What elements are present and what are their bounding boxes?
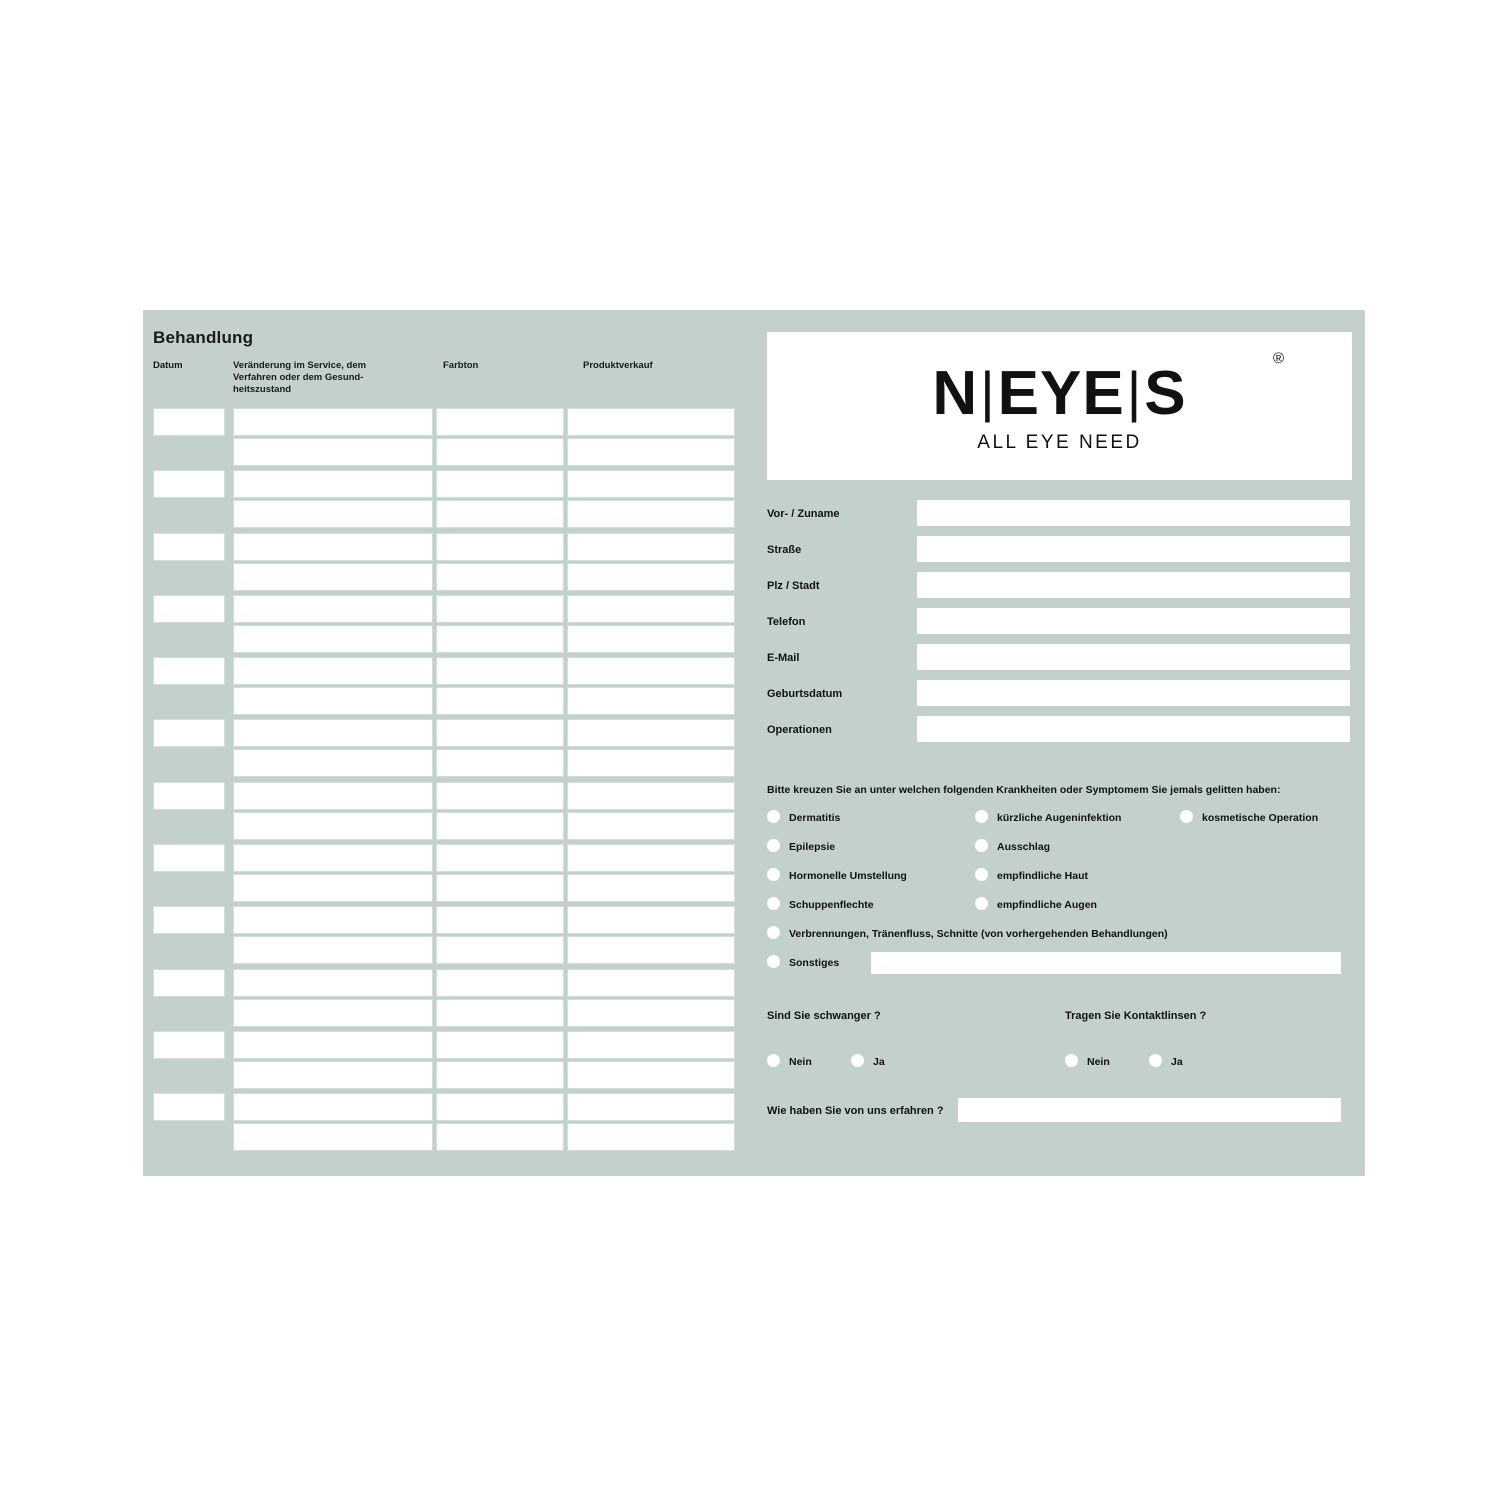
cell-veraenderung[interactable] <box>233 906 433 934</box>
cell-datum[interactable] <box>153 408 225 436</box>
column-header-produktverkauf: Produktverkauf <box>583 360 653 371</box>
brand-logo <box>767 332 1352 480</box>
cell-farbton[interactable] <box>436 563 564 591</box>
cell-farbton[interactable] <box>436 936 564 964</box>
cell-farbton[interactable] <box>436 408 564 436</box>
symptom-option-other[interactable] <box>767 955 839 969</box>
cell-veraenderung[interactable] <box>233 844 433 872</box>
symptom-label: Sonstiges <box>789 957 840 969</box>
cell-farbton[interactable] <box>436 657 564 685</box>
logo-divider-1: | <box>980 360 996 423</box>
cell-datum[interactable] <box>153 1031 225 1059</box>
column-header-datum: Datum <box>153 360 183 371</box>
table-row <box>153 1029 735 1091</box>
field-label: Plz / Stadt <box>767 580 820 592</box>
cell-produktverkauf[interactable] <box>567 719 735 747</box>
question-option[interactable] <box>1149 1054 1183 1068</box>
client-record-card <box>143 310 1365 1176</box>
cell-produktverkauf[interactable] <box>567 625 735 653</box>
cell-produktverkauf[interactable] <box>567 533 735 561</box>
logo-letters-eye: EYE <box>997 359 1125 428</box>
cell-veraenderung[interactable] <box>233 438 433 466</box>
cell-datum[interactable] <box>153 906 225 934</box>
client-info-panel <box>755 310 1365 1176</box>
radio-icon[interactable] <box>851 1054 864 1067</box>
column-header-veraenderung: Veränderung im Service, dem Verfahren oder dem Gesund-heitszustand <box>233 360 367 395</box>
question-option-label: Nein <box>1087 1056 1110 1068</box>
cell-produktverkauf[interactable] <box>567 687 735 715</box>
symptom-label: kosmetische Operation <box>1202 812 1319 824</box>
cell-veraenderung[interactable] <box>233 595 433 623</box>
question-option-label: Ja <box>1171 1056 1183 1068</box>
radio-icon[interactable] <box>767 897 780 910</box>
field-label: Telefon <box>767 616 806 628</box>
cell-datum[interactable] <box>153 470 225 498</box>
symptom-option[interactable] <box>975 868 1088 882</box>
field-input[interactable] <box>917 716 1350 742</box>
radio-icon[interactable] <box>767 810 780 823</box>
cell-veraenderung[interactable] <box>233 657 433 685</box>
page-title: Behandlung <box>153 328 254 347</box>
field-row <box>767 608 1352 644</box>
cell-produktverkauf[interactable] <box>567 969 735 997</box>
question-option-label: Ja <box>873 1056 885 1068</box>
symptoms-intro-text: Bitte kreuzen Sie an unter welchen folgenden Krankheiten oder Symptomem Sie jemals gelitten haben: <box>767 784 1281 796</box>
cell-farbton[interactable] <box>436 438 564 466</box>
question-label: Sind Sie schwanger ? <box>767 1010 881 1022</box>
symptom-label: Schuppenflechte <box>789 899 874 911</box>
registered-trademark-icon: ® <box>1272 350 1284 367</box>
field-row <box>767 572 1352 608</box>
symptom-option[interactable] <box>1180 810 1318 824</box>
cell-farbton[interactable] <box>436 533 564 561</box>
cell-farbton[interactable] <box>436 719 564 747</box>
cell-farbton[interactable] <box>436 500 564 528</box>
field-input[interactable] <box>917 572 1350 598</box>
treatment-table <box>153 406 735 1154</box>
cell-veraenderung[interactable] <box>233 470 433 498</box>
symptom-label: empfindliche Augen <box>997 899 1097 911</box>
cell-veraenderung[interactable] <box>233 999 433 1027</box>
radio-icon[interactable] <box>975 868 988 881</box>
symptom-label: Epilepsie <box>789 841 836 853</box>
cell-produktverkauf[interactable] <box>567 936 735 964</box>
cell-veraenderung[interactable] <box>233 1093 433 1121</box>
cell-produktverkauf[interactable] <box>567 408 735 436</box>
field-input[interactable] <box>917 680 1350 706</box>
symptom-label: Verbrennungen, Tränenfluss, Schnitte (von vorhergehenden Behandlungen) <box>789 928 1168 940</box>
cell-farbton[interactable] <box>436 812 564 840</box>
logo-letter-s: S <box>1144 359 1187 428</box>
radio-icon[interactable] <box>1149 1054 1162 1067</box>
cell-veraenderung[interactable] <box>233 533 433 561</box>
radio-icon[interactable] <box>975 897 988 910</box>
cell-farbton[interactable] <box>436 874 564 902</box>
cell-farbton[interactable] <box>436 625 564 653</box>
symptom-option[interactable] <box>975 810 1121 824</box>
cell-produktverkauf[interactable] <box>567 1061 735 1089</box>
radio-icon[interactable] <box>767 868 780 881</box>
logo-wordmark <box>767 358 1352 429</box>
symptom-option[interactable] <box>975 839 1050 853</box>
cell-veraenderung[interactable] <box>233 812 433 840</box>
logo-tagline: ALL EYE NEED <box>977 432 1142 453</box>
radio-icon[interactable] <box>975 839 988 852</box>
field-label: Operationen <box>767 724 832 736</box>
field-input[interactable] <box>917 644 1350 670</box>
cell-veraenderung[interactable] <box>233 969 433 997</box>
symptom-label: Dermatitis <box>789 812 841 824</box>
cell-veraenderung[interactable] <box>233 749 433 777</box>
radio-icon[interactable] <box>1065 1054 1078 1067</box>
cell-veraenderung[interactable] <box>233 408 433 436</box>
symptom-option-wide[interactable] <box>767 926 1168 940</box>
table-row <box>153 842 735 904</box>
cell-produktverkauf[interactable] <box>567 1093 735 1121</box>
field-input[interactable] <box>917 608 1350 634</box>
field-row <box>767 536 1352 572</box>
cell-veraenderung[interactable] <box>233 782 433 810</box>
cell-farbton[interactable] <box>436 749 564 777</box>
cell-veraenderung[interactable] <box>233 687 433 715</box>
field-label: Geburtsdatum <box>767 688 843 700</box>
field-row <box>767 644 1352 680</box>
cell-datum[interactable] <box>153 533 225 561</box>
cell-datum[interactable] <box>153 782 225 810</box>
cell-farbton[interactable] <box>436 1093 564 1121</box>
other-symptom-input[interactable] <box>871 952 1341 974</box>
cell-produktverkauf[interactable] <box>567 563 735 591</box>
cell-farbton[interactable] <box>436 595 564 623</box>
personal-fields-group <box>767 500 1352 752</box>
cell-datum[interactable] <box>153 595 225 623</box>
cell-veraenderung[interactable] <box>233 1123 433 1151</box>
symptom-label: empfindliche Haut <box>997 870 1089 882</box>
field-label: Straße <box>767 544 802 556</box>
cell-produktverkauf[interactable] <box>567 1123 735 1151</box>
symptom-label: kürzliche Augeninfektion <box>997 812 1122 824</box>
cell-produktverkauf[interactable] <box>567 438 735 466</box>
field-row <box>767 500 1352 536</box>
cell-produktverkauf[interactable] <box>567 470 735 498</box>
cell-veraenderung[interactable] <box>233 719 433 747</box>
question-option[interactable] <box>851 1054 885 1068</box>
cell-datum[interactable] <box>153 844 225 872</box>
cell-veraenderung[interactable] <box>233 500 433 528</box>
cell-produktverkauf[interactable] <box>567 844 735 872</box>
table-row <box>153 655 735 717</box>
table-row <box>153 531 735 593</box>
field-row <box>767 716 1352 752</box>
cell-datum[interactable] <box>153 1093 225 1121</box>
cell-produktverkauf[interactable] <box>567 999 735 1027</box>
symptom-option[interactable] <box>767 839 835 853</box>
field-label: E-Mail <box>767 652 800 664</box>
table-row <box>153 967 735 1029</box>
cell-datum[interactable] <box>153 969 225 997</box>
radio-icon[interactable] <box>767 1054 780 1067</box>
symptom-option[interactable] <box>767 810 840 824</box>
cell-farbton[interactable] <box>436 687 564 715</box>
field-label: Vor- / Zuname <box>767 508 840 520</box>
cell-farbton[interactable] <box>436 1061 564 1089</box>
cell-produktverkauf[interactable] <box>567 812 735 840</box>
cell-veraenderung[interactable] <box>233 1061 433 1089</box>
question-label: Tragen Sie Kontaktlinsen ? <box>1065 1010 1207 1022</box>
cell-produktverkauf[interactable] <box>567 874 735 902</box>
cell-produktverkauf[interactable] <box>567 1031 735 1059</box>
table-row <box>153 717 735 779</box>
symptom-option[interactable] <box>767 897 874 911</box>
cell-farbton[interactable] <box>436 906 564 934</box>
table-row <box>153 1091 735 1153</box>
cell-farbton[interactable] <box>436 969 564 997</box>
cell-farbton[interactable] <box>436 1123 564 1151</box>
referral-label: Wie haben Sie von uns erfahren ? <box>767 1105 944 1117</box>
cell-produktverkauf[interactable] <box>567 749 735 777</box>
radio-icon[interactable] <box>975 810 988 823</box>
cell-datum[interactable] <box>153 719 225 747</box>
cell-veraenderung[interactable] <box>233 625 433 653</box>
column-header-farbton: Farbton <box>443 360 479 371</box>
cell-veraenderung[interactable] <box>233 563 433 591</box>
logo-divider-2: | <box>1126 360 1143 423</box>
cell-produktverkauf[interactable] <box>567 782 735 810</box>
referral-input[interactable] <box>958 1098 1341 1122</box>
treatment-panel <box>143 310 743 1176</box>
cell-produktverkauf[interactable] <box>567 906 735 934</box>
cell-produktverkauf[interactable] <box>567 500 735 528</box>
cell-farbton[interactable] <box>436 782 564 810</box>
field-row <box>767 680 1352 716</box>
cell-veraenderung[interactable] <box>233 936 433 964</box>
cell-datum[interactable] <box>153 657 225 685</box>
table-row <box>153 904 735 966</box>
logo-letter-n: N <box>932 359 979 428</box>
cell-veraenderung[interactable] <box>233 874 433 902</box>
cell-produktverkauf[interactable] <box>567 595 735 623</box>
radio-icon[interactable] <box>1180 810 1193 823</box>
field-input[interactable] <box>917 500 1350 526</box>
cell-veraenderung[interactable] <box>233 1031 433 1059</box>
cell-farbton[interactable] <box>436 470 564 498</box>
cell-farbton[interactable] <box>436 1031 564 1059</box>
table-row <box>153 593 735 655</box>
question-option[interactable] <box>1065 1054 1110 1068</box>
table-row <box>153 406 735 468</box>
symptom-label: Ausschlag <box>997 841 1051 853</box>
question-option-label: Nein <box>789 1056 812 1068</box>
table-row <box>153 468 735 530</box>
cell-produktverkauf[interactable] <box>567 657 735 685</box>
symptom-option[interactable] <box>975 897 1097 911</box>
field-input[interactable] <box>917 536 1350 562</box>
radio-icon[interactable] <box>767 955 780 968</box>
symptom-option[interactable] <box>767 868 907 882</box>
symptom-label: Hormonelle Umstellung <box>789 870 907 882</box>
cell-farbton[interactable] <box>436 844 564 872</box>
cell-farbton[interactable] <box>436 999 564 1027</box>
question-option[interactable] <box>767 1054 812 1068</box>
table-row <box>153 780 735 842</box>
radio-icon[interactable] <box>767 839 780 852</box>
radio-icon[interactable] <box>767 926 780 939</box>
